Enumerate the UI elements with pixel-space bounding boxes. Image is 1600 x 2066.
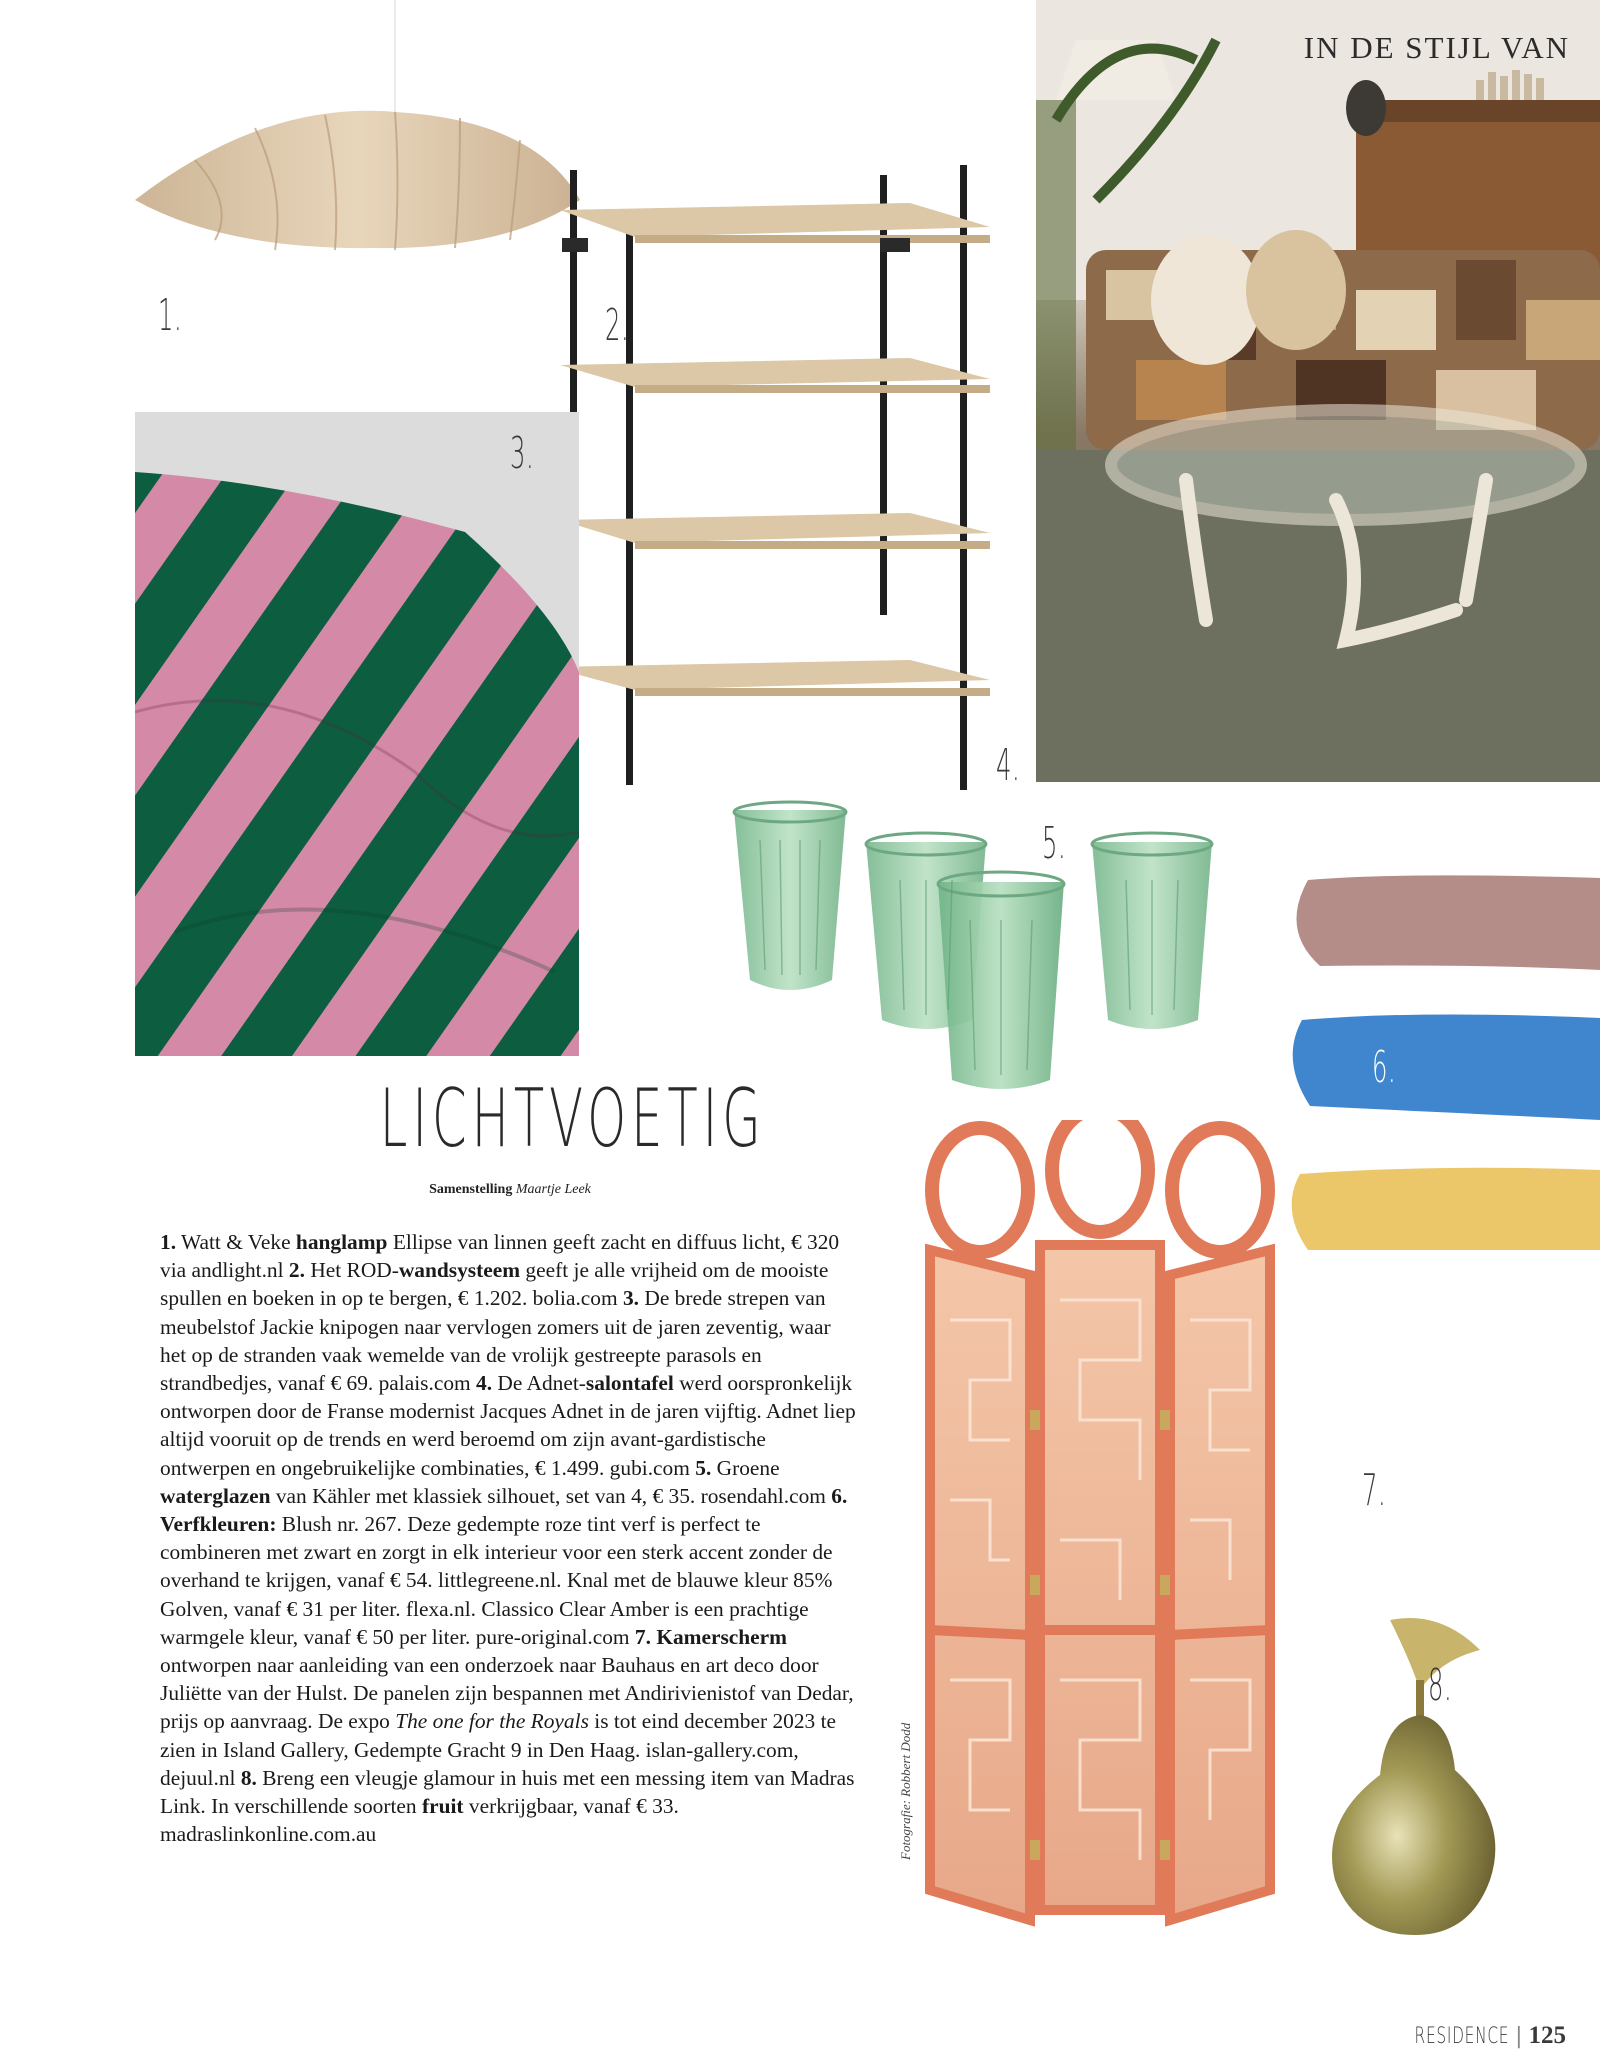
item-2-number: 2. <box>288 1258 305 1283</box>
item-number-7: 7. <box>1362 1465 1387 1516</box>
wall-shelf-image <box>540 165 1000 805</box>
photo-credit: Fotografie: Robbert Dodd <box>898 1722 913 1860</box>
footer-separator: | <box>1515 2024 1523 2049</box>
magazine-name: RESIDENCE <box>1414 2024 1510 2049</box>
item-number-3: 3. <box>510 428 535 479</box>
item-4-number: 4. <box>476 1371 493 1396</box>
credit-line <box>300 1182 720 1198</box>
item-6-number: 6. <box>831 1483 848 1508</box>
striped-fabric-image <box>135 412 579 1056</box>
item-number-5: 5. <box>1042 818 1067 869</box>
green-glasses-image <box>720 800 1230 1100</box>
item-8-number: 8. <box>240 1765 257 1790</box>
item-number-2: 2. <box>605 300 630 351</box>
item-number-8: 8. <box>1428 1660 1453 1711</box>
body-text: 1. Watt & Veke hanglamp Ellipse van linnen geeft zacht en diffuus licht, € 320 via andlight.nl 2. Het ROD-wandsysteem geeft je alle vrijheid om de mooiste spullen en boeken in op te bergen, € 1.202. bolia.com 3. De brede strepen van meubelstof Jackie knipogen naar vervlogen zomers uit de jaren zeventig, waar het op de stranden vaak wemelde van de vrolijk gestreepte parasols en strandbedjes, vanaf € 69. palais.com 4. De Adnet-salontafel werd oorspronkelijk ontworpen door de Franse modernist Jacques Adnet in de jaren vijftig. Adnet liep altijd vooruit op de trends en werd beroemd om zijn avant-gardistische ontwerpen en ongebruikelijke combinaties, € 1.499. gubi.com 5. Groene waterglazen van Kähler met klassiek silhouet, set van 4, € 35. rosendahl.com 6. Verfkleuren: Blush nr. 267. Deze gedempte roze tint verf is perfect te combineren met zwart en zorgt in elk interieur voor een sterk accent zonder de overhand te krijgen, vanaf € 54. littlegreene.nl. Knal met de blauwe kleur 85% Golven, vanaf € 31 per liter. flexa.nl. Classico Clear Amber is een prachtige warmgele kleur, vanaf € 50 per liter. pure-original.com 7. Kamerscherm ontworpen naar aanleiding van een onderzoek naar Bauhaus en art deco door Juliëtte van der Hulst. De panelen zijn bespannen met Andirivienistof van Dedar, prijs op aanvraag. De expo The one for the Royals is tot eind december 2023 te zien in Island Gallery, Gedempte Gracht 9 in Den Haag. islan-gallery.com, dejuul.nl 8. Breng een vleugje glamour in huis met een messing item van Madras Link. In verschillende soorten fruit verkrijgbaar, vanaf € 33. madraslinkonline.com.au <box>160 1230 856 1847</box>
page-number: 125 <box>1528 2022 1566 2049</box>
item-5-number: 5. <box>695 1455 712 1480</box>
item-3-number: 3. <box>622 1286 640 1311</box>
credit-author: Maartje Leek <box>515 1182 591 1197</box>
room-divider-image <box>910 1120 1310 1930</box>
item-number-4: 4. <box>996 740 1021 791</box>
brass-pear-image <box>1320 1610 1510 1940</box>
pendant-lamp-image <box>125 0 585 260</box>
paint-swatches-image <box>1280 870 1600 1250</box>
credit-label: Samenstelling <box>429 1182 513 1197</box>
item-number-1: 1. <box>158 290 183 341</box>
room-photo <box>1036 0 1600 782</box>
item-1-number: 1. <box>160 1230 177 1254</box>
section-label: IN DE STIJL VAN <box>1303 30 1570 65</box>
page-title: LICHTVOETIG <box>379 1072 766 1165</box>
page-footer <box>1374 2022 1566 2050</box>
item-number-6: 6. <box>1372 1042 1397 1093</box>
item-7-number: 7. <box>634 1624 651 1649</box>
